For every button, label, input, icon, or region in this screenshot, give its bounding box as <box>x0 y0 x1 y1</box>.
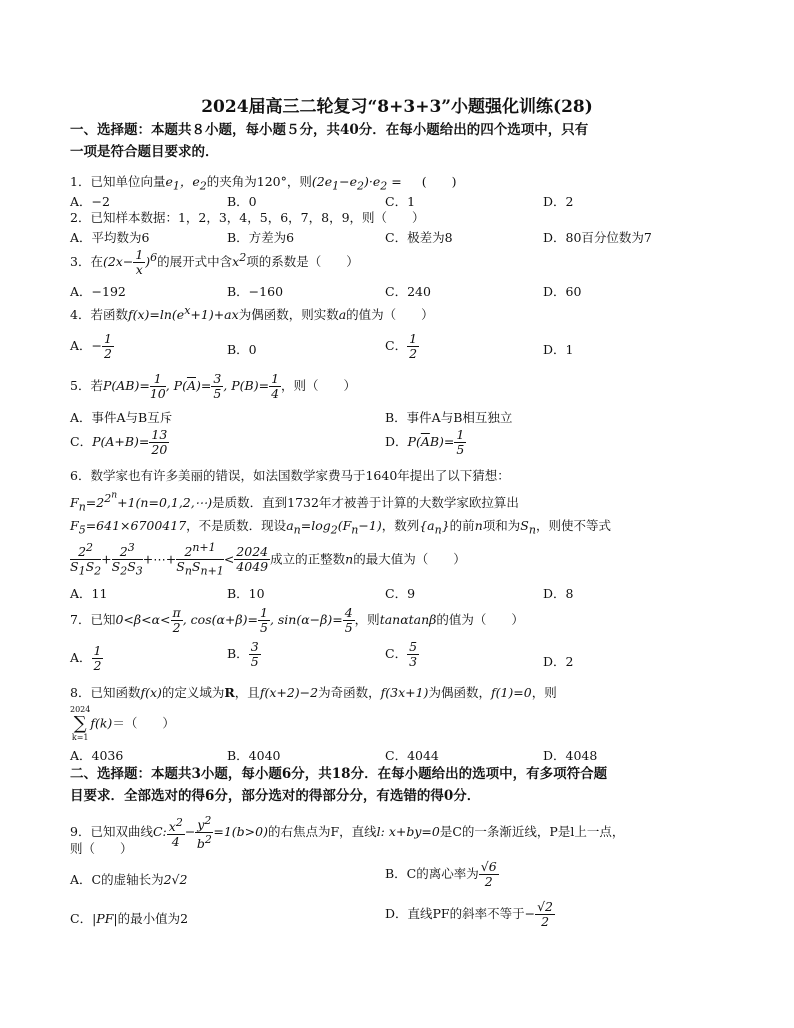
q3-option-d[interactable]: D．60 <box>543 284 582 299</box>
q6-option-d[interactable]: D．8 <box>543 586 574 601</box>
q4-stem: 4．若函数$f(x)=\ln(e^x+1)+ax$为偶函数，则实数a的值为（ ） <box>70 304 434 323</box>
q1-option-b[interactable]: B．0 <box>227 194 257 209</box>
q6-option-a[interactable]: A．11 <box>70 586 108 601</box>
q1-vectors: $e_1$，$e_2$ <box>165 174 207 193</box>
q9-stem: 9．已知双曲线C: $\frac{x^2}{4}$ − $\frac{y^2}{b^2}$ =1(b>0)的右焦点为F，直线l: x+by=0是C的一条渐近线，P是l上一点， <box>70 814 625 852</box>
q6-line2: $F_n=2^{2^n}+1(n=0,1,2,\cdots)$是质数．直到1732年才被善于计算的大数学家欧拉算出 <box>70 489 519 514</box>
section2-heading <box>70 763 730 807</box>
q2-stem: 2．已知样本数据：1，2，3，4，5，6，7，8，9，则（ ） <box>70 210 425 225</box>
q2-option-c[interactable]: C．极差为8 <box>385 230 453 245</box>
q7-stem: 7．已知0<β<α< $\frac{\pi}{2}$ , cos(α+β)= $\frac{1}{5}$ , sin(α−β)= $\frac{4}{5}$ ，则tanαtanβ的值为（ ） <box>70 605 524 635</box>
q9-stem-line2: 则（ ） <box>70 841 133 856</box>
q4-option-d[interactable]: D．1 <box>543 342 574 357</box>
q9-option-b[interactable]: B．C的离心率为 $\frac{√6}{2}$ <box>385 859 497 889</box>
q9-option-c[interactable]: C．|PF|的最小值为2 <box>70 911 189 926</box>
section2-line1: 二、选择题：本题共3小题，每小题6分，共18分．在每小题给出的选项中，有多项符合题 <box>70 766 608 782</box>
q6-line1: 6．数学家也有许多美丽的错误，如法国数学家费马于1640年提出了以下猜想： <box>70 468 510 483</box>
section1-heading <box>70 119 730 163</box>
q7-option-a[interactable]: A． $\frac{1}{2}$ <box>70 643 102 673</box>
q4-option-b[interactable]: B．0 <box>227 342 257 357</box>
q5-option-d[interactable]: D．$P(\overline{A}B)=$ $\frac{1}{5}$ <box>385 427 465 457</box>
q7-option-b[interactable]: B． $\frac{3}{5}$ <box>227 639 259 669</box>
q8-stem-line2: 2024 ∑ k=1 f(k)＝（ ） <box>70 705 175 742</box>
q8-option-c[interactable]: C．4044 <box>385 748 439 763</box>
q3-binomial: (2x− $\frac{1}{x}$ )$^6$ <box>102 247 158 277</box>
q9-option-d[interactable]: D．直线PF的斜率不等于− $\frac{√2}{2}$ <box>385 899 554 929</box>
q6-line3: $F_5=641\times 6700417$，不是质数．现设$a_n=\log_2(F_n-1)$，数列$\{a_n\}$的前n项和为$S_n$，则使不等式 <box>70 518 611 537</box>
q3-stem: 3．在(2x− $\frac{1}{x}$ )$^6$的展开式中含$x^2$项的系数是（ ） <box>70 247 359 277</box>
section1-line1: 一、选择题：本题共８小题，每小题５分，共40分．在每小题给出的四个选项中，只有 <box>70 122 589 138</box>
q5-option-a[interactable]: A．事件A与B互斥 <box>70 410 173 425</box>
q1-expression: $(2e_1-e_2)\cdot e_2$ = <box>311 174 402 193</box>
q3-option-a[interactable]: A．−192 <box>70 284 126 299</box>
q3-option-c[interactable]: C．240 <box>385 284 431 299</box>
q1-stem: 1．已知单位向量$e_1$，$e_2$的夹角为120°，则$(2e_1-e_2)\cdot e_2$ = ( ) <box>70 174 457 193</box>
q9-option-a[interactable]: A．C的虚轴长为2√2 <box>70 872 188 887</box>
q1-option-d[interactable]: D．2 <box>543 194 574 209</box>
q2-option-d[interactable]: D．80百分位数为7 <box>543 230 652 245</box>
q3-option-b[interactable]: B．−160 <box>227 284 284 299</box>
q4-option-c[interactable]: C． $\frac{1}{2}$ <box>385 331 418 361</box>
q5-stem: 5．若P(AB)= $\frac{1}{10}$ , $P(\overline{A})=$ $\frac{3}{5}$ , P(B)= $\frac{1}{4}$ ，则（ ） <box>70 371 357 401</box>
q6-line4: $\frac{2^2}{S_1S_2}$ + $\frac{2^3}{S_2S_3}$ +⋯+ $\frac{2^{n+1}}{S_nS_{n+1}}$ < $\frac{2024}{4049}$ 成立的正整数n的最大值为（ ） <box>70 541 466 578</box>
q1-option-c[interactable]: C．1 <box>385 194 416 209</box>
q2-option-a[interactable]: A．平均数为6 <box>70 230 150 245</box>
q4-function: $f(x)=\ln(e^x+1)+ax$ <box>127 304 239 323</box>
section2-line2: 目要求．全部选对的得6分，部分选对的得部分分，有选错的得0分． <box>70 788 481 804</box>
q8-summation: 2024 ∑ k=1 <box>70 705 91 742</box>
q5-probabilities: P(AB)= $\frac{1}{10}$ , $P(\overline{A})=$ $\frac{3}{5}$ , P(B)= $\frac{1}{4}$ <box>102 371 280 401</box>
q8-option-a[interactable]: A．4036 <box>70 748 124 763</box>
q4-option-a[interactable]: A．− $\frac{1}{2}$ <box>70 331 112 361</box>
q8-option-d[interactable]: D．4048 <box>543 748 598 763</box>
q7-option-c[interactable]: C． $\frac{5}{3}$ <box>385 639 418 669</box>
q2-option-b[interactable]: B．方差为6 <box>227 230 295 245</box>
section1-line2: 一项是符合题目要求的． <box>70 144 219 160</box>
page-title: 2024届高三二轮复习“8+3+3”小题强化训练(28) <box>201 97 593 117</box>
q6-option-c[interactable]: C．9 <box>385 586 416 601</box>
q8-option-b[interactable]: B．4040 <box>227 748 281 763</box>
q6-option-b[interactable]: B．10 <box>227 586 265 601</box>
q7-option-d[interactable]: D．2 <box>543 654 574 669</box>
q5-option-c[interactable]: C．P(A+B)= $\frac{13}{20}$ <box>70 427 168 457</box>
q1-option-a[interactable]: A．−2 <box>70 194 110 209</box>
q5-option-b[interactable]: B．事件A与B相互独立 <box>385 410 513 425</box>
q8-stem: 8．已知函数f(x)的定义域为R，且f(x+2)−2为奇函数，f(3x+1)为偶函数，f(1)=0，则 <box>70 685 557 700</box>
